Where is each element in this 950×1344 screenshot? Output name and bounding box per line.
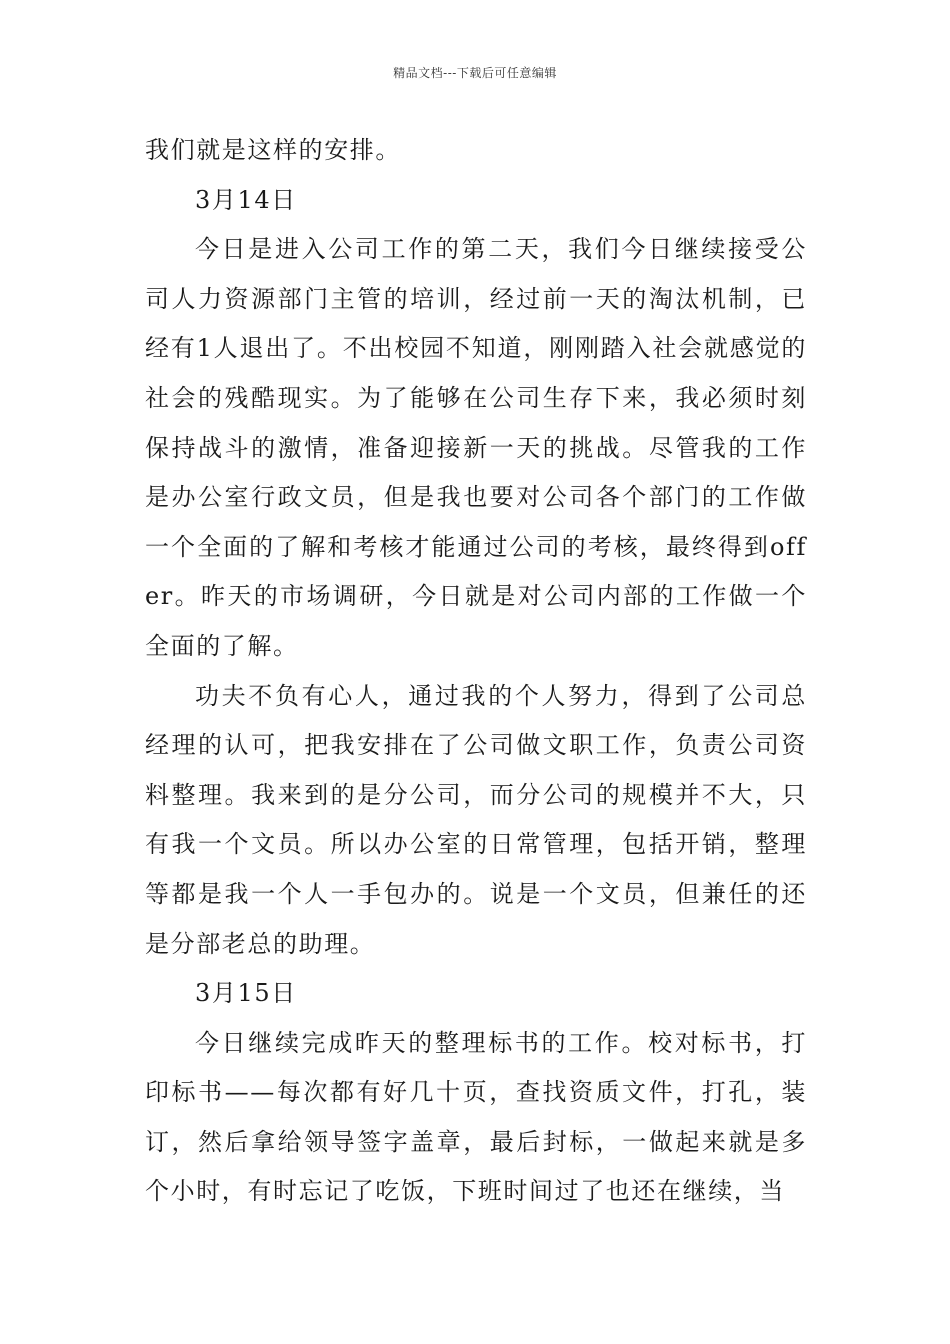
paragraph-bidding-documents: 今日继续完成昨天的整理标书的工作。校对标书，打印标书——每次都有好几十页，查找资质文件，打孔，装订，然后拿给领导签字盖章，最后封标，一做起来就是多个小时，有时忘记了吃饭，下班时间过了也还在继续，当	[145, 1028, 807, 1206]
paragraph-day-two: 今日是进入公司工作的第二天，我们今日继续接受公司人力资源部门主管的培训，经过前一天的淘汰机制，已经有1人退出了。不出校园不知道，刚刚踏入社会就感觉的社会的残酷现实。为了能够在公司生存下来，我必须时刻保持战斗的激情，准备迎接新一天的挑战。尽管我的工作是办公室行政文员，但是我也要对公司各个部门的工作做一个全面的了解和考核才能通过公司的考核，最终得到offer。昨天的市场调研，今日就是对公司内部的工作做一个全面的了解。	[145, 235, 807, 660]
page-header: 精品文档---下载后可任意编辑	[393, 66, 557, 80]
date-heading-mar-14: 3月14日	[195, 185, 297, 214]
paragraph-hard-work: 功夫不负有心人，通过我的个人努力，得到了公司总经理的认可，把我安排在了公司做文职工作，负责公司资料整理。我来到的是分公司，而分公司的规模并不大，只有我一个文员。所以办公室的日常管理，包括开销，整理等都是我一个人一手包办的。说是一个文员，但兼任的还是分部老总的助理。	[145, 681, 807, 958]
document-body	[145, 126, 807, 1217]
paragraph-continuation: 我们就是这样的安排。	[145, 136, 401, 164]
date-heading-mar-15: 3月15日	[195, 979, 297, 1008]
